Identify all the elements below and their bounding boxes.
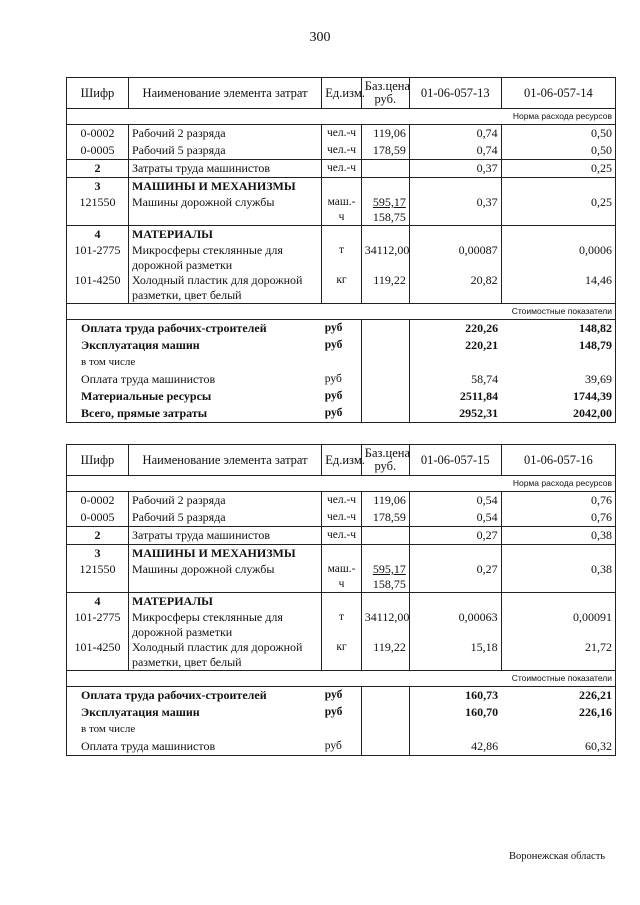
row-name-line2: разметки, цвет белый: [131, 288, 242, 302]
row-price: [361, 562, 409, 593]
row-name-line1: Холодный пластик для дорожной: [131, 640, 303, 654]
row-unit: чел.-ч: [322, 125, 362, 143]
estimate-table-2: [66, 444, 616, 756]
section-code: 4: [67, 226, 129, 244]
row-value-1: 0,37: [409, 160, 501, 178]
header-price-line1: Баз.цена: [364, 79, 411, 93]
page-number: 300: [309, 30, 331, 45]
row-name-line1: Микросферы стеклянные для: [131, 243, 283, 257]
row-name: Машины дорожной службы: [128, 562, 321, 593]
row-name-line2: дорожной разметки: [131, 625, 233, 639]
row-name-line2: дорожной разметки: [131, 258, 233, 272]
row-name: [128, 640, 321, 671]
cost-value-2: 148,82: [501, 320, 615, 338]
cost-name: Оплата труда машинистов: [67, 738, 322, 756]
norm-label: Норма расхода ресурсов: [67, 476, 616, 492]
row-value-1: 0,74: [409, 125, 501, 143]
row-unit: кг: [322, 273, 362, 304]
row-price: 34112,00: [361, 243, 409, 273]
header-code: Шифр: [67, 445, 129, 476]
row-name: Машины дорожной службы: [128, 195, 321, 226]
norm-label-row: [67, 476, 616, 492]
cost-name: Материальные ресурсы: [67, 388, 322, 405]
row-value-2: 14,46: [501, 273, 615, 304]
header-price: [361, 445, 409, 476]
table-row: [67, 527, 616, 545]
row-value-2: 0,76: [501, 492, 615, 510]
row-code: 121550: [67, 562, 129, 593]
row-price: 119,06: [361, 492, 409, 510]
section-row: [67, 226, 616, 244]
row-price: 178,59: [361, 509, 409, 527]
row-unit: чел.-ч: [322, 492, 362, 510]
header-price-line2: руб.: [374, 459, 397, 473]
row-value-2: 0,25: [501, 160, 615, 178]
row-value-2: 21,72: [501, 640, 615, 671]
cost-unit: руб: [322, 405, 362, 423]
row-value-1: 0,00063: [409, 610, 501, 640]
row-name: Затраты труда машинистов: [128, 527, 321, 545]
section-name: МАШИНЫ И МЕХАНИЗМЫ: [128, 545, 321, 563]
row-unit: чел.-ч: [322, 509, 362, 527]
cost-unit: руб: [324, 322, 343, 334]
cost-row: [67, 388, 616, 405]
row-value-2: 0,50: [501, 142, 615, 160]
cost-value-1: 42,86: [409, 738, 501, 756]
estimate-table-1: [66, 77, 616, 423]
cost-name: Оплата труда рабочих-строителей: [67, 687, 322, 705]
cost-row: [67, 721, 616, 738]
header-code: Шифр: [67, 78, 129, 109]
cost-name: Всего, прямые затраты: [67, 405, 322, 423]
section-code: 4: [67, 593, 129, 611]
table-row: [67, 610, 616, 640]
row-code: 0-0005: [67, 142, 129, 160]
cost-name: Оплата труда машинистов: [67, 371, 322, 388]
cost-value-1: 220,26: [465, 321, 499, 335]
cost-unit: руб: [324, 390, 343, 402]
row-unit: маш.-ч: [322, 562, 362, 593]
norm-label: Норма расхода ресурсов: [67, 109, 616, 125]
cost-value-2: 148,79: [501, 337, 615, 354]
row-unit: чел.-ч: [322, 527, 362, 545]
row-price: 119,22: [361, 273, 409, 304]
cost-value-2: 1744,39: [501, 388, 615, 405]
section-code: 3: [67, 178, 129, 196]
header-col1: 01-06-057-13: [409, 78, 501, 109]
cost-unit: руб: [324, 373, 342, 385]
row-unit: т: [322, 243, 362, 273]
row-unit: чел.-ч: [322, 160, 362, 178]
row-unit: т: [322, 610, 362, 640]
row-name: Затраты труда машинистов: [128, 160, 321, 178]
cost-row: [67, 320, 616, 338]
row-code: 101-4250: [67, 640, 129, 671]
cost-value-2: 226,21: [501, 687, 615, 705]
cost-row: [67, 337, 616, 354]
cost-unit: руб: [324, 339, 343, 351]
row-value-1: 0,74: [409, 142, 501, 160]
cost-unit: руб: [324, 689, 343, 701]
header-name: Наименование элемента затрат: [128, 445, 321, 476]
footer-region: Воронежская область: [509, 851, 606, 862]
header-col2: 01-06-057-16: [501, 445, 615, 476]
cost-value-2: 2042,00: [501, 405, 615, 423]
header-unit: Ед.изм.: [322, 445, 362, 476]
table-row: [67, 125, 616, 143]
row-value-1: 0,37: [409, 195, 501, 226]
header-col1: 01-06-057-15: [409, 445, 501, 476]
cost-value-1: 58,74: [471, 372, 499, 386]
table-row: [67, 273, 616, 304]
cost-row: [67, 738, 616, 756]
cost-label-row: [67, 304, 616, 320]
row-price: 178,59: [361, 142, 409, 160]
row-code: 2: [67, 160, 129, 178]
cost-unit: руб: [324, 706, 343, 718]
row-unit: кг: [322, 640, 362, 671]
row-price-main: 595,17: [372, 195, 406, 209]
row-price: [361, 195, 409, 226]
header-name: Наименование элемента затрат: [128, 78, 321, 109]
cost-value-1: 2511,84: [459, 389, 499, 403]
row-value-1: 0,54: [409, 492, 501, 510]
header-price-line2: руб.: [374, 92, 397, 106]
row-name: [128, 273, 321, 304]
cost-value-2: 226,16: [501, 704, 615, 721]
row-unit: чел.-ч: [322, 142, 362, 160]
row-value-2: 0,50: [501, 125, 615, 143]
cost-value-1: 160,73: [465, 688, 499, 702]
row-value-1: 0,27: [409, 527, 501, 545]
row-name: [128, 243, 321, 273]
row-name: Рабочий 5 разряда: [128, 509, 321, 527]
row-price-secondary: 158,75: [372, 577, 406, 591]
row-code: 0-0005: [67, 509, 129, 527]
row-code: 101-2775: [67, 610, 129, 640]
row-price: 119,22: [361, 640, 409, 671]
row-value-1: 0,00087: [409, 243, 501, 273]
cost-name: в том числе: [67, 354, 322, 371]
row-price-secondary: 158,75: [372, 210, 406, 224]
row-value-2: 0,00091: [501, 610, 615, 640]
cost-row: [67, 354, 616, 371]
row-value-2: 0,76: [501, 509, 615, 527]
cost-name: Эксплуатация машин: [67, 337, 322, 354]
cost-row: [67, 405, 616, 423]
row-name-line1: Микросферы стеклянные для: [131, 610, 283, 624]
section-code: 3: [67, 545, 129, 563]
row-code: 101-2775: [67, 243, 129, 273]
row-name-line2: разметки, цвет белый: [131, 655, 242, 669]
row-value-2: 0,38: [501, 527, 615, 545]
row-name: Рабочий 5 разряда: [128, 142, 321, 160]
table-row: [67, 492, 616, 510]
row-unit: маш.-ч: [322, 195, 362, 226]
cost-label: Стоимостные показатели: [67, 304, 616, 320]
table-row: [67, 195, 616, 226]
table-row: [67, 142, 616, 160]
cost-value-2: 60,32: [501, 738, 615, 756]
section-name: МАТЕРИАЛЫ: [128, 226, 321, 244]
row-name-line1: Холодный пластик для дорожной: [131, 273, 303, 287]
row-name: [128, 610, 321, 640]
row-price: [361, 527, 409, 545]
row-value-1: 0,27: [409, 562, 501, 593]
cost-label-row: [67, 671, 616, 687]
row-price: [361, 160, 409, 178]
row-value-1: 15,18: [409, 640, 501, 671]
row-price: 119,06: [361, 125, 409, 143]
cost-row: [67, 371, 616, 388]
cost-label: Стоимостные показатели: [67, 671, 616, 687]
row-value-1: 0,54: [409, 509, 501, 527]
row-code: 121550: [67, 195, 129, 226]
norm-label-row: [67, 109, 616, 125]
cost-row: [67, 704, 616, 721]
table-row: [67, 562, 616, 593]
cost-value-1: 160,70: [465, 705, 499, 719]
section-row: [67, 593, 616, 611]
header-price-line1: Баз.цена: [364, 446, 411, 460]
table-header-row: [67, 78, 616, 109]
row-price-main: 595,17: [372, 562, 406, 576]
row-value-2: 0,38: [501, 562, 615, 593]
section-row: [67, 545, 616, 563]
table-header-row: [67, 445, 616, 476]
section-row: [67, 178, 616, 196]
cost-name: в том числе: [67, 721, 322, 738]
header-col2: 01-06-057-14: [501, 78, 615, 109]
row-name: Рабочий 2 разряда: [128, 125, 321, 143]
cost-name: Оплата труда рабочих-строителей: [67, 320, 322, 338]
row-name: Рабочий 2 разряда: [128, 492, 321, 510]
cost-value-1: 2952,31: [409, 405, 501, 423]
cost-name: Эксплуатация машин: [67, 704, 322, 721]
row-value-2: 0,25: [501, 195, 615, 226]
table-row: [67, 243, 616, 273]
row-code: 101-4250: [67, 273, 129, 304]
row-price: 34112,00: [361, 610, 409, 640]
row-code: 0-0002: [67, 492, 129, 510]
table-row: [67, 640, 616, 671]
section-name: МАШИНЫ И МЕХАНИЗМЫ: [128, 178, 321, 196]
cost-value-2: 39,69: [501, 371, 615, 388]
cost-value-1: 220,21: [465, 338, 499, 352]
row-code: 0-0002: [67, 125, 129, 143]
cost-row: [67, 687, 616, 705]
row-value-2: 0,0006: [501, 243, 615, 273]
table-row: [67, 160, 616, 178]
header-unit: Ед.изм.: [322, 78, 362, 109]
section-name: МАТЕРИАЛЫ: [128, 593, 321, 611]
header-price: [361, 78, 409, 109]
row-value-1: 20,82: [409, 273, 501, 304]
row-code: 2: [67, 527, 129, 545]
table-row: [67, 509, 616, 527]
cost-unit: руб: [322, 738, 362, 756]
